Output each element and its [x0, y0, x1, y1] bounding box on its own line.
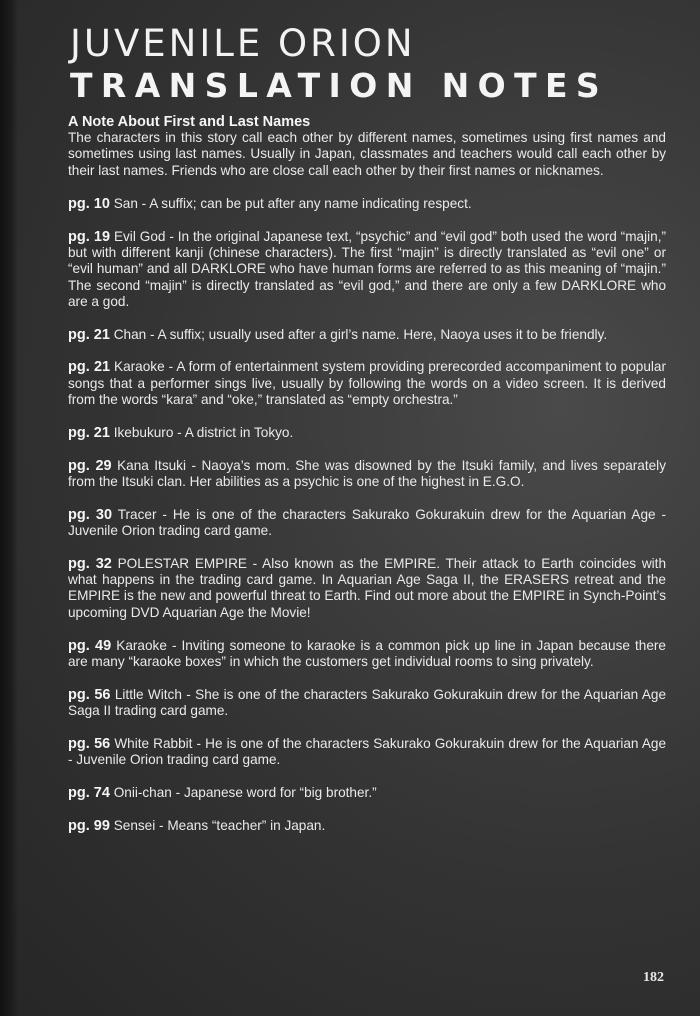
note-page-ref: pg. 21 — [68, 326, 110, 343]
note-text: Onii-chan - Japanese word for “big brother.” — [113, 784, 377, 800]
translation-note — [68, 458, 666, 491]
translation-note — [68, 556, 666, 621]
translation-note — [68, 785, 666, 801]
note-page-ref: pg. 56 — [68, 735, 111, 752]
note-page-ref: pg. 10 — [68, 195, 110, 212]
book-title: JUVENILE ORION — [70, 22, 416, 65]
translation-note — [68, 359, 666, 408]
notes-list — [68, 196, 666, 834]
note-page-ref: pg. 56 — [68, 686, 111, 703]
note-page-ref: pg. 21 — [68, 359, 111, 376]
note-text: Karaoke - A form of entertainment system providing prerecorded accompaniment to popular songs that a performer sings live, usually by following the words on a video screen. It is derived from the words “kara” and “oke,” translated as “empty orchestra.” — [68, 359, 666, 408]
spacer — [68, 179, 666, 196]
note-page-ref: pg. 19 — [68, 228, 111, 245]
note-text: Evil God - In the original Japanese text, “psychic” and “evil god” both used the word “majin,” but with different kanji (chinese characters). The first “majin” is directly translated as “evil one” or “evil human” and all DARKLORE who have human forms are referred to as this meaning of “majin.” The second “majin” is directly translated as “evil god,” and there are only a few DARKLORE who are a god. — [68, 228, 666, 309]
notes-content — [68, 114, 666, 850]
note-page-ref: pg. 99 — [68, 817, 110, 834]
note-page-ref: pg. 29 — [68, 457, 112, 474]
translation-note — [68, 638, 666, 671]
note-page-ref: pg. 32 — [68, 555, 112, 572]
translation-note — [68, 229, 666, 310]
note-page-ref: pg. 49 — [68, 637, 112, 654]
page-number: 182 — [643, 970, 664, 985]
translation-note — [68, 736, 666, 769]
translation-note — [68, 196, 666, 212]
note-text: Tracer - He is one of the characters Sakurako Gokurakuin drew for the Aquarian Age - Juvenile Orion trading card game. — [68, 506, 667, 539]
note-page-ref: pg. 21 — [68, 424, 110, 441]
binding-gutter-shadow — [0, 0, 18, 1016]
translation-note — [68, 687, 666, 720]
note-text: Ikebukuro - A district in Tokyo. — [113, 424, 294, 440]
note-text: Chan - A suffix; usually used after a girl’s name. Here, Naoya uses it to be friendly. — [113, 326, 608, 342]
note-text: POLESTAR EMPIRE - Also known as the EMPIRE. Their attack to Earth coincides with what happens in the trading card game. In Aquarian Age Saga II, the ERASERS retreat and the EMPIRE is the new and powerful threat to Earth. Find out more about the EMPIRE in Synch-Point’s upcoming DVD Aquarian Age the Movie! — [68, 555, 667, 620]
note-page-ref: pg. 30 — [68, 506, 113, 523]
note-text: Sensei - Means “teacher” in Japan. — [113, 817, 326, 833]
translation-note — [68, 327, 666, 343]
note-text: San - A suffix; can be put after any name indicating respect. — [113, 195, 472, 211]
section-heading: A Note About First and Last Names — [68, 114, 311, 130]
translation-note — [68, 818, 666, 834]
note-page-ref: pg. 74 — [68, 784, 110, 801]
note-text: Karaoke - Inviting someone to karaoke is a common pick up line in Japan because there are many “karaoke boxes” in which the customers get individual rooms to sing privately. — [68, 637, 666, 669]
page-title: TRANSLATION NOTES — [70, 66, 609, 105]
note-text: Little Witch - She is one of the characters Sakurako Gokurakuin drew for the Aquarian Age Saga II trading card game. — [68, 686, 667, 718]
note-text: White Rabbit - He is one of the characters Sakurako Gokurakuin drew for the Aquarian Age - Juvenile Orion trading card game. — [68, 735, 667, 768]
translation-note — [68, 507, 666, 540]
note-text: Kana Itsuki - Naoya’s mom. She was disowned by the Itsuki family, and lives separately from the Itsuki clan. Her abilities as a psychic is one of the highest in E.G.O. — [68, 457, 666, 489]
translation-note — [68, 425, 666, 441]
intro-paragraph: The characters in this story call each other by different names, sometimes using first names and sometimes using last names. Usually in Japan, classmates and teachers would call each other by their last names. Friends who are close call each other by their first names or nicknames. — [68, 130, 666, 178]
